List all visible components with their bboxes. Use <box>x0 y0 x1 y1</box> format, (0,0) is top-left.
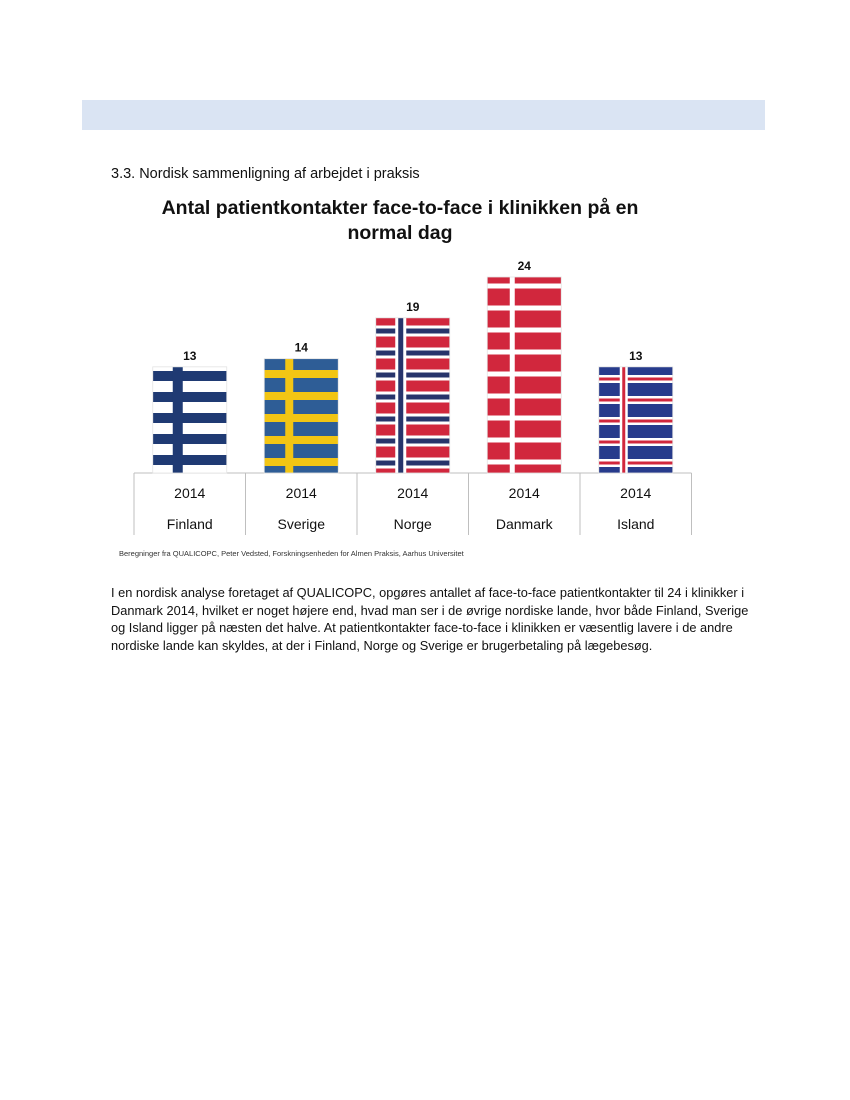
body-paragraph: I en nordisk analyse foretaget af QUALICOPC, opgøres antallet af face-to-face patientkontakter til 24 i klinikker i Danmark 2014, hvilket er noget højere end, hvad man ser i de øvrige nordiske lande, hvor både Finland, Sverige og Island ligger på næsten det halve. At patientkontakter face-to-face i klinikken er væsentlig lavere i de andre nordiske lande kan skyldes, at der i Finland, Norge og Sverige er brugerbetaling på lægebesøg. <box>111 585 749 653</box>
bar-sverige <box>264 359 338 473</box>
year-tick-label: 2014 <box>285 485 317 501</box>
flag-horizontal-inner-stripe <box>599 441 673 444</box>
data-label: 13 <box>183 348 197 363</box>
chart-title-line-2: normal dag <box>347 222 453 244</box>
flag-horizontal-stripe <box>153 455 227 465</box>
flag-horizontal-inner-stripe <box>599 399 673 402</box>
data-label: 19 <box>406 299 420 314</box>
flag-horizontal-stripe <box>487 394 561 399</box>
flag-horizontal-stripe <box>487 284 561 289</box>
flag-horizontal-inner-stripe <box>376 461 450 466</box>
flag-horizontal-stripe <box>153 392 227 402</box>
flag-horizontal-inner-stripe <box>376 329 450 334</box>
category-tick-label: Finland <box>166 516 213 532</box>
year-tick-label: 2014 <box>620 485 652 501</box>
flag-horizontal-inner-stripe <box>376 439 450 444</box>
category-tick-label: Island <box>617 516 655 532</box>
flag-horizontal-stripe <box>487 328 561 333</box>
category-tick-label: Danmark <box>495 516 553 532</box>
source-note: Beregninger fra QUALICOPC, Peter Vedsted, Forskningsenheden for Almen Praksis, Aarhus Universitet <box>119 549 464 558</box>
bar-finland <box>153 367 227 473</box>
year-tick-label: 2014 <box>508 485 540 501</box>
flag-horizontal-stripe <box>487 306 561 311</box>
category-tick-label: Norge <box>393 516 432 532</box>
bar-norge <box>376 318 450 473</box>
flag-horizontal-stripe <box>264 392 338 400</box>
flag-horizontal-stripe <box>153 434 227 444</box>
flag-horizontal-stripe <box>264 414 338 422</box>
flag-horizontal-inner-stripe <box>376 351 450 356</box>
flag-horizontal-stripe <box>487 372 561 377</box>
category-tick-label: Sverige <box>277 516 325 532</box>
flag-horizontal-inner-stripe <box>599 378 673 381</box>
flag-horizontal-stripe <box>264 436 338 444</box>
data-label: 14 <box>294 340 308 355</box>
data-label: 24 <box>517 259 531 273</box>
flag-horizontal-inner-stripe <box>376 395 450 400</box>
flag-horizontal-stripe <box>153 413 227 423</box>
bar-danmark <box>487 277 561 473</box>
flag-horizontal-inner-stripe <box>376 417 450 422</box>
flag-horizontal-stripe <box>153 371 227 381</box>
flag-vertical-stripe <box>285 359 293 473</box>
year-tick-label: 2014 <box>174 485 206 501</box>
flag-horizontal-stripe <box>487 438 561 443</box>
flag-horizontal-stripe <box>264 370 338 378</box>
year-tick-label: 2014 <box>397 485 429 501</box>
flag-horizontal-stripe <box>487 460 561 465</box>
flag-vertical-stripe <box>510 277 515 473</box>
flag-vertical-inner-stripe <box>622 367 625 473</box>
flag-horizontal-stripe <box>264 458 338 466</box>
section-heading: 3.3. Nordisk sammenligning af arbejdet i praksis <box>111 166 420 182</box>
flag-horizontal-stripe <box>487 416 561 421</box>
flag-horizontal-inner-stripe <box>599 462 673 465</box>
flag-horizontal-stripe <box>487 350 561 355</box>
data-label: 13 <box>629 348 643 363</box>
flag-vertical-inner-stripe <box>398 318 403 473</box>
bar-island <box>599 367 673 473</box>
flag-vertical-stripe <box>173 367 183 473</box>
flag-horizontal-inner-stripe <box>376 373 450 378</box>
chart-title-line-1: Antal patientkontakter face-to-face i klinikken på en <box>161 197 639 219</box>
flag-horizontal-inner-stripe <box>599 420 673 423</box>
